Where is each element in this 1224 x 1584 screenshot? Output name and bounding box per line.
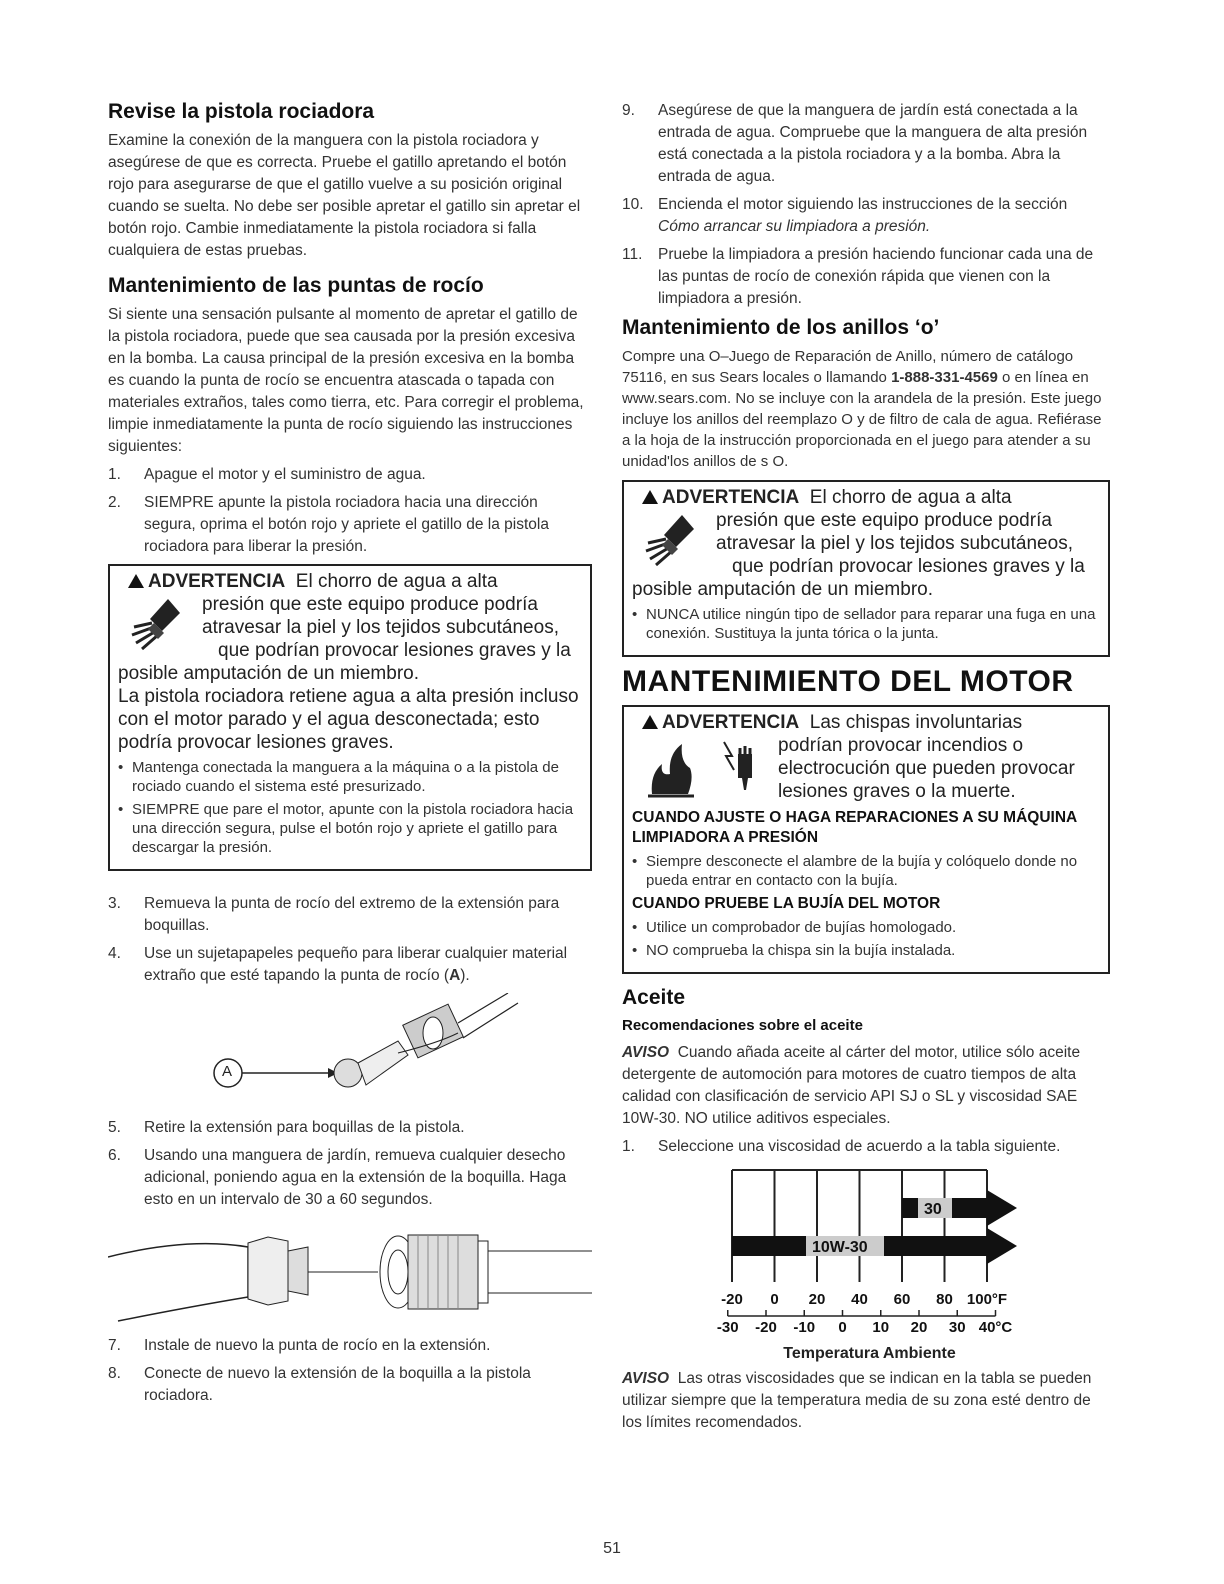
- steps-list-d: [108, 1335, 592, 1407]
- list-item: 1. Seleccione una viscosidad de acuerdo a la tabla siguiente.: [622, 1138, 1061, 1155]
- tick-f-label: 40: [851, 1291, 868, 1308]
- list-item: 1. Apague el motor y el suministro de agua.: [108, 466, 426, 483]
- list-item: 11. Pruebe la limpiadora a presión haciendo funcionar cada una de las puntas de rocío de conexión rápida que vienen con la limpiadora a presión.: [622, 246, 1094, 307]
- tick-f-label: 100°F: [966, 1291, 1008, 1308]
- tick-c-label: 30: [948, 1319, 966, 1336]
- heading-revise-pistola: Revise la pistola rociadora: [108, 100, 375, 123]
- warning-triangle-icon: [642, 715, 658, 729]
- nozzle-extension-illustration: [108, 1217, 592, 1325]
- subheading-recomendaciones: Recomendaciones sobre el aceite: [622, 1017, 863, 1034]
- tick-c-label: 40°C: [978, 1319, 1013, 1336]
- tick-c-label: -20: [755, 1319, 777, 1336]
- list-item: • SIEMPRE que pare el motor, apunte con la pistola rociadora hacia una dirección segura, pulse el botón rojo y apriete el gatillo para descargar la presión.: [118, 800, 582, 857]
- tick-f-label: 20: [808, 1291, 826, 1308]
- high-pressure-spray-icon: [642, 509, 708, 575]
- list-item: • Siempre desconecte el alambre de la bujía y colóquelo donde no pueda entrar en contacto con la bujía.: [632, 852, 1100, 890]
- warning-box-pistola: ADVERTENCIA El chorro de agua a alta presión que este equipo produce podría atravesar la piel y los tejidos subcutáneos, que podrían provocar lesiones graves y la posible amputación de un miembro. La pistola rociadora retiene agua a alta presión incluso con el motor parado y el agua desconectada; esto podría provocar lesiones graves. • Mantenga conectada la manguera a la máquina o a la pistola de rociado cuando el sistema esté presurizado. • SIEMPRE que pare el motor, apunte con la pistola rociadora hacia una dirección segura, pulse el botón rojo y apriete el gatillo para descargar la presión.: [108, 564, 592, 871]
- tick-c-label: 20: [910, 1319, 928, 1336]
- warning-triangle-icon: [642, 490, 658, 504]
- paragraph-aviso-2: AVISO Las otras viscosidades que se indican en la tabla se pueden utilizar siempre que la temperatura media de su zona esté dentro de los límites recomendados.: [622, 1370, 1092, 1431]
- subheading-reparaciones: CUANDO AJUSTE O HAGA REPARACIONES A SU MÁQUINA LIMPIADORA A PRESIÓN: [632, 809, 1077, 846]
- page-number: 51: [603, 1540, 621, 1557]
- list-item: 4. Use un sujetapapeles pequeño para liberar cualquier material extraño que esté tapando la punta de rocío (A).: [108, 945, 568, 984]
- steps-list-c: [108, 1117, 592, 1211]
- steps-list-b: [108, 893, 592, 987]
- warning-box-motor: ADVERTENCIA Las chispas involuntarias podrían provocar incendios o electrocución que pueden provocar lesiones graves o la muerte. CUANDO AJUSTE O HAGA REPARACIONES A SU MÁQUINA LIMPIADORA A PRESIÓN • Siempre desconecte el alambre de la bujía y colóquelo donde no pueda entrar en contacto con la bujía. CUANDO PRUEBE LA BUJÍA DEL MOTOR • Utilice un comprobador de bujías homologado. • NO comprueba la chispa sin la bujía instalada.: [622, 705, 1110, 974]
- tick-c-label: -10: [793, 1319, 816, 1336]
- paragraph-anillos-o: Compre una O–Juego de Reparación de Anillo, número de catálogo 75116, en sus Sears locales o llamando 1-888-331-4569 o en línea en www.sears.com. No se incluye con la arandela de la presión. Este juego incluye los anillos del reemplazo O y de filtro de cala de agua. Refiérase a la hoja de la instrucción proporcionada en el juego para atender a su unidad'los anillos de s O.: [622, 348, 1102, 470]
- callout-a-label: A: [222, 1063, 233, 1080]
- tick-c-label: 10: [872, 1319, 890, 1336]
- viscosity-label-10W-30: 10W-30: [812, 1239, 868, 1256]
- chart-xlabel: Temperatura Ambiente: [783, 1345, 956, 1362]
- tick-c-label: 0: [838, 1319, 847, 1336]
- high-pressure-spray-icon: [128, 593, 194, 659]
- list-item: 9. Asegúrese de que la manguera de jardín está conectada a la entrada de agua. Compruebe que la manguera de alta presión está conectada a la pistola rociadora y a la bomba. Abra la entrada de agua.: [622, 102, 1088, 185]
- warning-box-anillos: ADVERTENCIA El chorro de agua a alta presión que este equipo produce podría atravesar la piel y los tejidos subcutáneos, que podrían provocar lesiones graves y la posible amputación de un miembro. • NUNCA utilice ningún tipo de sellador para reparar una fuga en una conexión. Sustituya la junta tórica o la junta.: [622, 480, 1110, 657]
- paragraph-revise-pistola: Examine la conexión de la manguera con la pistola rociadora y asegúrese de que es correcta. Pruebe el gatillo apretando el botón rojo para asegurarse de que el gatillo vuelve a su posición original cuando se suelta. No debe ser posible apretar el gatillo sin apretar el botón rojo. Cambie inmediatamente la pistola rociadora si falla cualquiera de estas pruebas.: [108, 132, 581, 259]
- right-column: [622, 100, 1110, 1434]
- list-item: 8. Conecte de nuevo la extensión de la boquilla a la pistola rociadora.: [108, 1365, 531, 1404]
- fire-shock-icons: [642, 734, 778, 804]
- list-item: 10. Encienda el motor siguiendo las instrucciones de la sección Cómo arrancar su limpiadora a presión.: [622, 196, 1068, 235]
- heading-anillos-o: Mantenimiento de los anillos ‘o’: [622, 316, 940, 339]
- tick-f-label: -20: [721, 1291, 743, 1308]
- steps-list-f: [622, 1136, 1110, 1158]
- steps-list-e: [622, 100, 1110, 310]
- viscosity-chart-svg: [622, 1164, 1110, 1364]
- list-item: • NUNCA utilice ningún tipo de sellador para reparar una fuga en una conexión. Sustituya la junta tórica o la junta.: [632, 605, 1100, 643]
- paragraph-puntas-rocio: Si siente una sensación pulsante al momento de apretar el gatillo de la pistola rociadora, puede que sea causada por la presión excesiva en la bomba. La causa principal de la presión excesiva en la bomba es cuando la punta de rocío se encuentra atascada o tapada con materiales extraños, tales como tierra, etc. Para corregir el problema, limpie inmediatamente la punta de rocío siguiendo las instrucciones siguientes:: [108, 306, 584, 455]
- list-item: • Mantenga conectada la manguera a la máquina o a la pistola de rociado cuando el sistema esté presurizado.: [118, 758, 582, 796]
- left-column: [108, 100, 592, 1413]
- tick-f-label: 80: [936, 1291, 953, 1308]
- paragraph-aviso-1: AVISO Cuando añada aceite al cárter del motor, utilice sólo aceite detergente de automoción para motores de cuatro tiempos de alta calidad con clasificación de servicio API SJ o SL y viscosidad SAE 10W-30. NO utilice aditivos especiales.: [622, 1044, 1081, 1127]
- heading-puntas-rocio: Mantenimiento de las puntas de rocío: [108, 274, 484, 297]
- tick-f-label: 0: [770, 1291, 779, 1308]
- list-item: 6. Usando una manguera de jardín, remueva cualquier desecho adicional, poniendo agua en la extensión de la boquilla. Haga esto en un intervalo de 30 a 60 segundos.: [108, 1147, 567, 1208]
- subheading-bujia: CUANDO PRUEBE LA BUJÍA DEL MOTOR: [632, 895, 941, 912]
- fire-icon: [648, 744, 694, 796]
- list-item: • Utilice un comprobador de bujías homologado.: [632, 918, 1100, 937]
- list-item: 2. SIEMPRE apunte la pistola rociadora hacia una dirección segura, oprima el botón rojo y apriete el gatillo de la pistola rociadora para liberar la presión.: [108, 494, 549, 555]
- list-item: 7. Instale de nuevo la punta de rocío en la extensión.: [108, 1337, 491, 1354]
- list-item: 3. Remueva la punta de rocío del extremo de la extensión para boquillas.: [108, 895, 560, 934]
- list-item: • NO comprueba la chispa sin la bujía instalada.: [632, 941, 1100, 960]
- heading-aceite: Aceite: [622, 986, 686, 1009]
- electric-shock-icon: [724, 742, 752, 790]
- steps-list-a: [108, 464, 592, 558]
- tick-c-label: -30: [716, 1319, 739, 1336]
- tick-f-label: 60: [893, 1291, 911, 1308]
- viscosity-label-30: 30: [924, 1201, 942, 1218]
- spray-tip-illustration: [108, 993, 592, 1113]
- viscosity-arrow-10W-30: [987, 1228, 1017, 1264]
- viscosity-arrow-30: [987, 1190, 1017, 1226]
- viscosity-chart: [622, 1164, 1110, 1364]
- section-title-motor: MANTENIMIENTO DEL MOTOR: [622, 665, 1074, 698]
- list-item: 5. Retire la extensión para boquillas de la pistola.: [108, 1119, 465, 1136]
- warning-triangle-icon: [128, 574, 144, 588]
